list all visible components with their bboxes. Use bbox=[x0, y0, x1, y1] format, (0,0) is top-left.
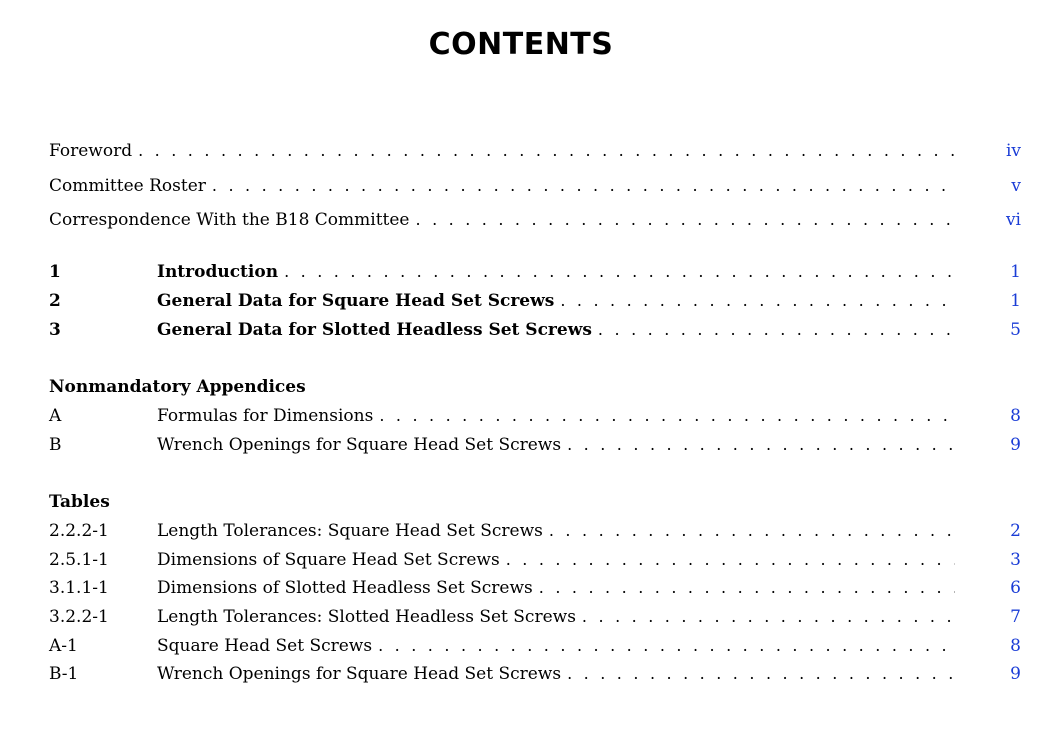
toc-entry-number: 2.2.2-1 bbox=[49, 521, 109, 541]
toc-page-link[interactable]: 8 bbox=[1010, 636, 1021, 656]
tables-heading: Tables bbox=[49, 492, 110, 512]
toc-page-link[interactable]: vi bbox=[1005, 210, 1021, 230]
page-title: CONTENTS bbox=[428, 27, 614, 62]
toc-page-link[interactable]: 1 bbox=[1010, 291, 1021, 311]
toc-entry-table[interactable] bbox=[49, 663, 1021, 685]
toc-entry-title: Dimensions of Slotted Headless Set Screws bbox=[157, 578, 533, 598]
toc-entry-title: Length Tolerances: Square Head Set Screws bbox=[157, 521, 543, 541]
toc-entry-number: 3.1.1-1 bbox=[49, 578, 109, 598]
toc-page-link[interactable]: 9 bbox=[1010, 435, 1021, 455]
toc-entry-correspondence[interactable] bbox=[49, 209, 1021, 231]
dot-leader bbox=[506, 549, 955, 571]
toc-entry-title: Dimensions of Square Head Set Screws bbox=[157, 550, 500, 570]
toc-entry-number: 3.2.2-1 bbox=[49, 607, 109, 627]
dot-leader bbox=[567, 434, 955, 456]
toc-entry-title: Square Head Set Screws bbox=[157, 636, 373, 656]
toc-page-link[interactable]: 6 bbox=[1010, 578, 1021, 598]
toc-entry-title: Committee Roster bbox=[49, 176, 206, 196]
toc-page-link[interactable]: v bbox=[1011, 176, 1021, 196]
dot-leader bbox=[284, 261, 955, 283]
toc-entry-section-3[interactable] bbox=[49, 319, 1021, 341]
toc-entry-committee-roster[interactable] bbox=[49, 175, 1021, 197]
toc-page-link[interactable]: iv bbox=[1005, 141, 1021, 161]
toc-entry-appendix-b[interactable] bbox=[49, 434, 1021, 456]
dot-leader bbox=[560, 290, 955, 312]
dot-leader bbox=[138, 140, 955, 162]
dot-leader bbox=[549, 520, 955, 542]
toc-entry-title: Wrench Openings for Square Head Set Screws bbox=[157, 664, 562, 684]
toc-page-link[interactable]: 3 bbox=[1010, 550, 1021, 570]
toc-entry-title: Formulas for Dimensions bbox=[157, 406, 374, 426]
toc-entry-title: Foreword bbox=[49, 141, 133, 161]
dot-leader bbox=[582, 606, 955, 628]
toc-page-link[interactable]: 1 bbox=[1010, 262, 1021, 282]
toc-entry-table[interactable] bbox=[49, 635, 1021, 657]
toc-page-link[interactable]: 9 bbox=[1010, 664, 1021, 684]
toc-entry-title: Correspondence With the B18 Committee bbox=[49, 210, 410, 230]
appendices-heading: Nonmandatory Appendices bbox=[49, 377, 306, 397]
dot-leader bbox=[416, 209, 956, 231]
toc-entry-number: 2 bbox=[49, 291, 61, 311]
toc-entry-number: 3 bbox=[49, 320, 61, 340]
toc-entry-number: 2.5.1-1 bbox=[49, 550, 109, 570]
dot-leader bbox=[539, 577, 955, 599]
toc-entry-title: Length Tolerances: Slotted Headless Set Screws bbox=[157, 607, 576, 627]
dot-leader bbox=[598, 319, 955, 341]
toc-entry-title: General Data for Slotted Headless Set Screws bbox=[157, 320, 592, 340]
toc-entry-number: B bbox=[49, 435, 62, 455]
toc-entry-table[interactable] bbox=[49, 549, 1021, 571]
dot-leader bbox=[212, 175, 955, 197]
toc-entry-title: Introduction bbox=[157, 262, 279, 282]
toc-entry-number: 1 bbox=[49, 262, 61, 282]
toc-entry-table[interactable] bbox=[49, 606, 1021, 628]
dot-leader bbox=[567, 663, 955, 685]
toc-entry-foreword[interactable] bbox=[49, 140, 1021, 162]
toc-entry-title: Wrench Openings for Square Head Set Screws bbox=[157, 435, 562, 455]
toc-entry-number: A bbox=[49, 406, 62, 426]
toc-page-link[interactable]: 7 bbox=[1010, 607, 1021, 627]
toc-page-link[interactable]: 8 bbox=[1010, 406, 1021, 426]
toc-entry-appendix-a[interactable] bbox=[49, 405, 1021, 427]
toc-entry-number: A-1 bbox=[49, 636, 78, 656]
toc-page-link[interactable]: 2 bbox=[1010, 521, 1021, 541]
toc-entry-section-1[interactable] bbox=[49, 261, 1021, 283]
dot-leader bbox=[379, 405, 955, 427]
toc-entry-table[interactable] bbox=[49, 520, 1021, 542]
toc-entry-title: General Data for Square Head Set Screws bbox=[157, 291, 555, 311]
toc-entry-table[interactable] bbox=[49, 577, 1021, 599]
toc-entry-number: B-1 bbox=[49, 664, 79, 684]
dot-leader bbox=[378, 635, 955, 657]
toc-entry-section-2[interactable] bbox=[49, 290, 1021, 312]
toc-page-link[interactable]: 5 bbox=[1010, 320, 1021, 340]
